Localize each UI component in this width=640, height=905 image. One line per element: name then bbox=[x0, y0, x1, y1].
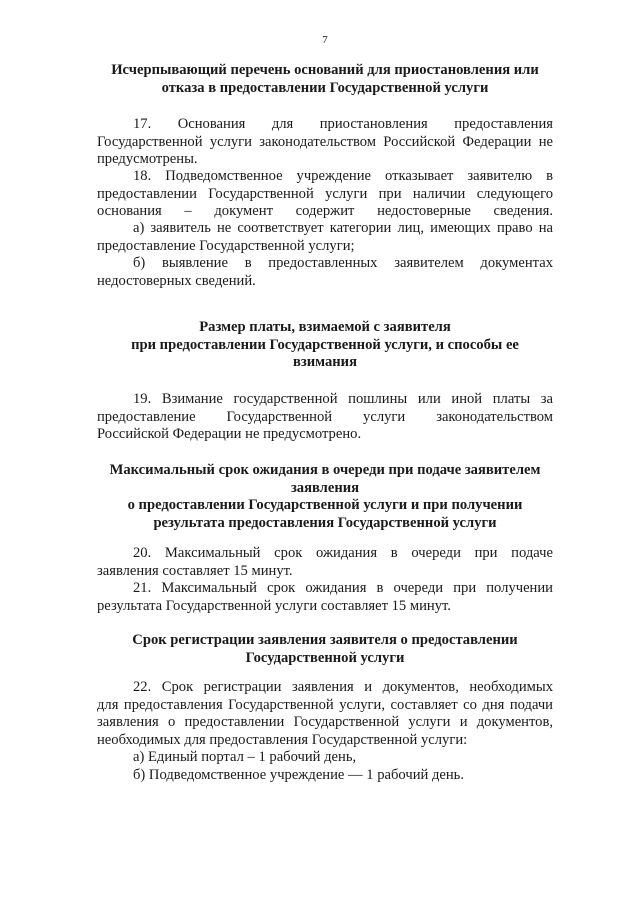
paragraph-line: заявления составляет 15 минут. bbox=[97, 562, 293, 579]
paragraph-line: Государственной услуги законодательством Российской Федерации не bbox=[97, 133, 553, 150]
paragraph-line: 21. Максимальный срок ожидания в очереди при получении bbox=[133, 580, 553, 596]
paragraph-line: 20. Максимальный срок ожидания в очереди при подаче bbox=[133, 545, 553, 561]
paragraph-18-b bbox=[97, 255, 553, 290]
section-heading-registration bbox=[97, 632, 553, 667]
paragraph-19 bbox=[97, 391, 553, 444]
section-heading-fee bbox=[97, 319, 553, 372]
section-heading-queue-time bbox=[97, 462, 553, 532]
paragraph-line: предоставление Государственной услуги законодательством bbox=[97, 408, 553, 425]
heading-line: при предоставлении Государственной услуги, и способы ее bbox=[131, 336, 519, 353]
paragraph-line: б) Подведомственное учреждение — 1 рабочий день. bbox=[133, 767, 464, 783]
paragraph-line: 18. Подведомственное учреждение отказывает заявителю в bbox=[133, 168, 553, 184]
paragraph-line: для предоставления Государственной услуги, составляет со дня подачи bbox=[97, 696, 553, 713]
paragraph-18-a bbox=[97, 220, 553, 255]
paragraph-22-a bbox=[97, 749, 553, 767]
heading-line: результата предоставления Государственной услуги bbox=[153, 514, 497, 531]
paragraph-line: б) выявление в предоставленных заявителем документах bbox=[133, 255, 553, 271]
heading-line: отказа в предоставлении Государственной услуги bbox=[161, 79, 489, 96]
heading-line: Размер платы, взимаемой с заявителя bbox=[199, 319, 451, 335]
paragraph-21 bbox=[97, 580, 553, 615]
paragraph-line: предусмотрены. bbox=[97, 151, 198, 167]
heading-line: Срок регистрации заявления заявителя о предоставлении bbox=[132, 632, 518, 648]
heading-line: взимания bbox=[292, 354, 357, 370]
paragraph-line: а) Единый портал – 1 рабочий день, bbox=[133, 749, 357, 765]
paragraph-line: Российской Федерации не предусмотрено. bbox=[97, 426, 362, 442]
paragraph-22-b bbox=[97, 767, 553, 785]
paragraph-line: а) заявитель не соответствует категории лиц, имеющих право на bbox=[133, 220, 553, 236]
paragraph-line: 19. Взимание государственной пошлины или иной платы за bbox=[133, 391, 553, 407]
heading-line: Государственной услуги bbox=[245, 649, 405, 666]
paragraph-line: заявления о предоставлении Государственной услуги и документов, bbox=[97, 714, 553, 730]
heading-line: Максимальный срок ожидания в очереди при подаче заявителем bbox=[109, 462, 541, 478]
paragraph-line: результата Государственной услуги составляет 15 минут. bbox=[97, 597, 451, 614]
paragraph-line: предоставление Государственной услуги; bbox=[97, 237, 355, 254]
paragraph-22 bbox=[97, 679, 553, 749]
section-heading-grounds-refusal bbox=[97, 62, 553, 97]
paragraph-line: недостоверных сведений. bbox=[97, 272, 256, 289]
heading-line: заявления bbox=[290, 479, 360, 496]
paragraph-18 bbox=[97, 168, 553, 221]
paragraph-line: 22. Срок регистрации заявления и документов, необходимых bbox=[133, 679, 553, 695]
heading-line: Исчерпывающий перечень оснований для приостановления или bbox=[111, 62, 539, 78]
paragraph-line: необходимых для предоставления Государственной услуги: bbox=[97, 731, 468, 748]
paragraph-line: 17. Основания для приостановления предоставления bbox=[133, 116, 553, 132]
paragraph-line: основания – документ содержит недостоверные сведения. bbox=[97, 203, 553, 219]
paragraph-20 bbox=[97, 545, 553, 580]
paragraph-line: предоставлении Государственной услуги при наличии следующего bbox=[97, 185, 553, 202]
heading-line: о предоставлении Государственной услуги и при получении bbox=[127, 497, 523, 513]
page-number: 7 bbox=[322, 34, 328, 46]
paragraph-17 bbox=[97, 116, 553, 169]
